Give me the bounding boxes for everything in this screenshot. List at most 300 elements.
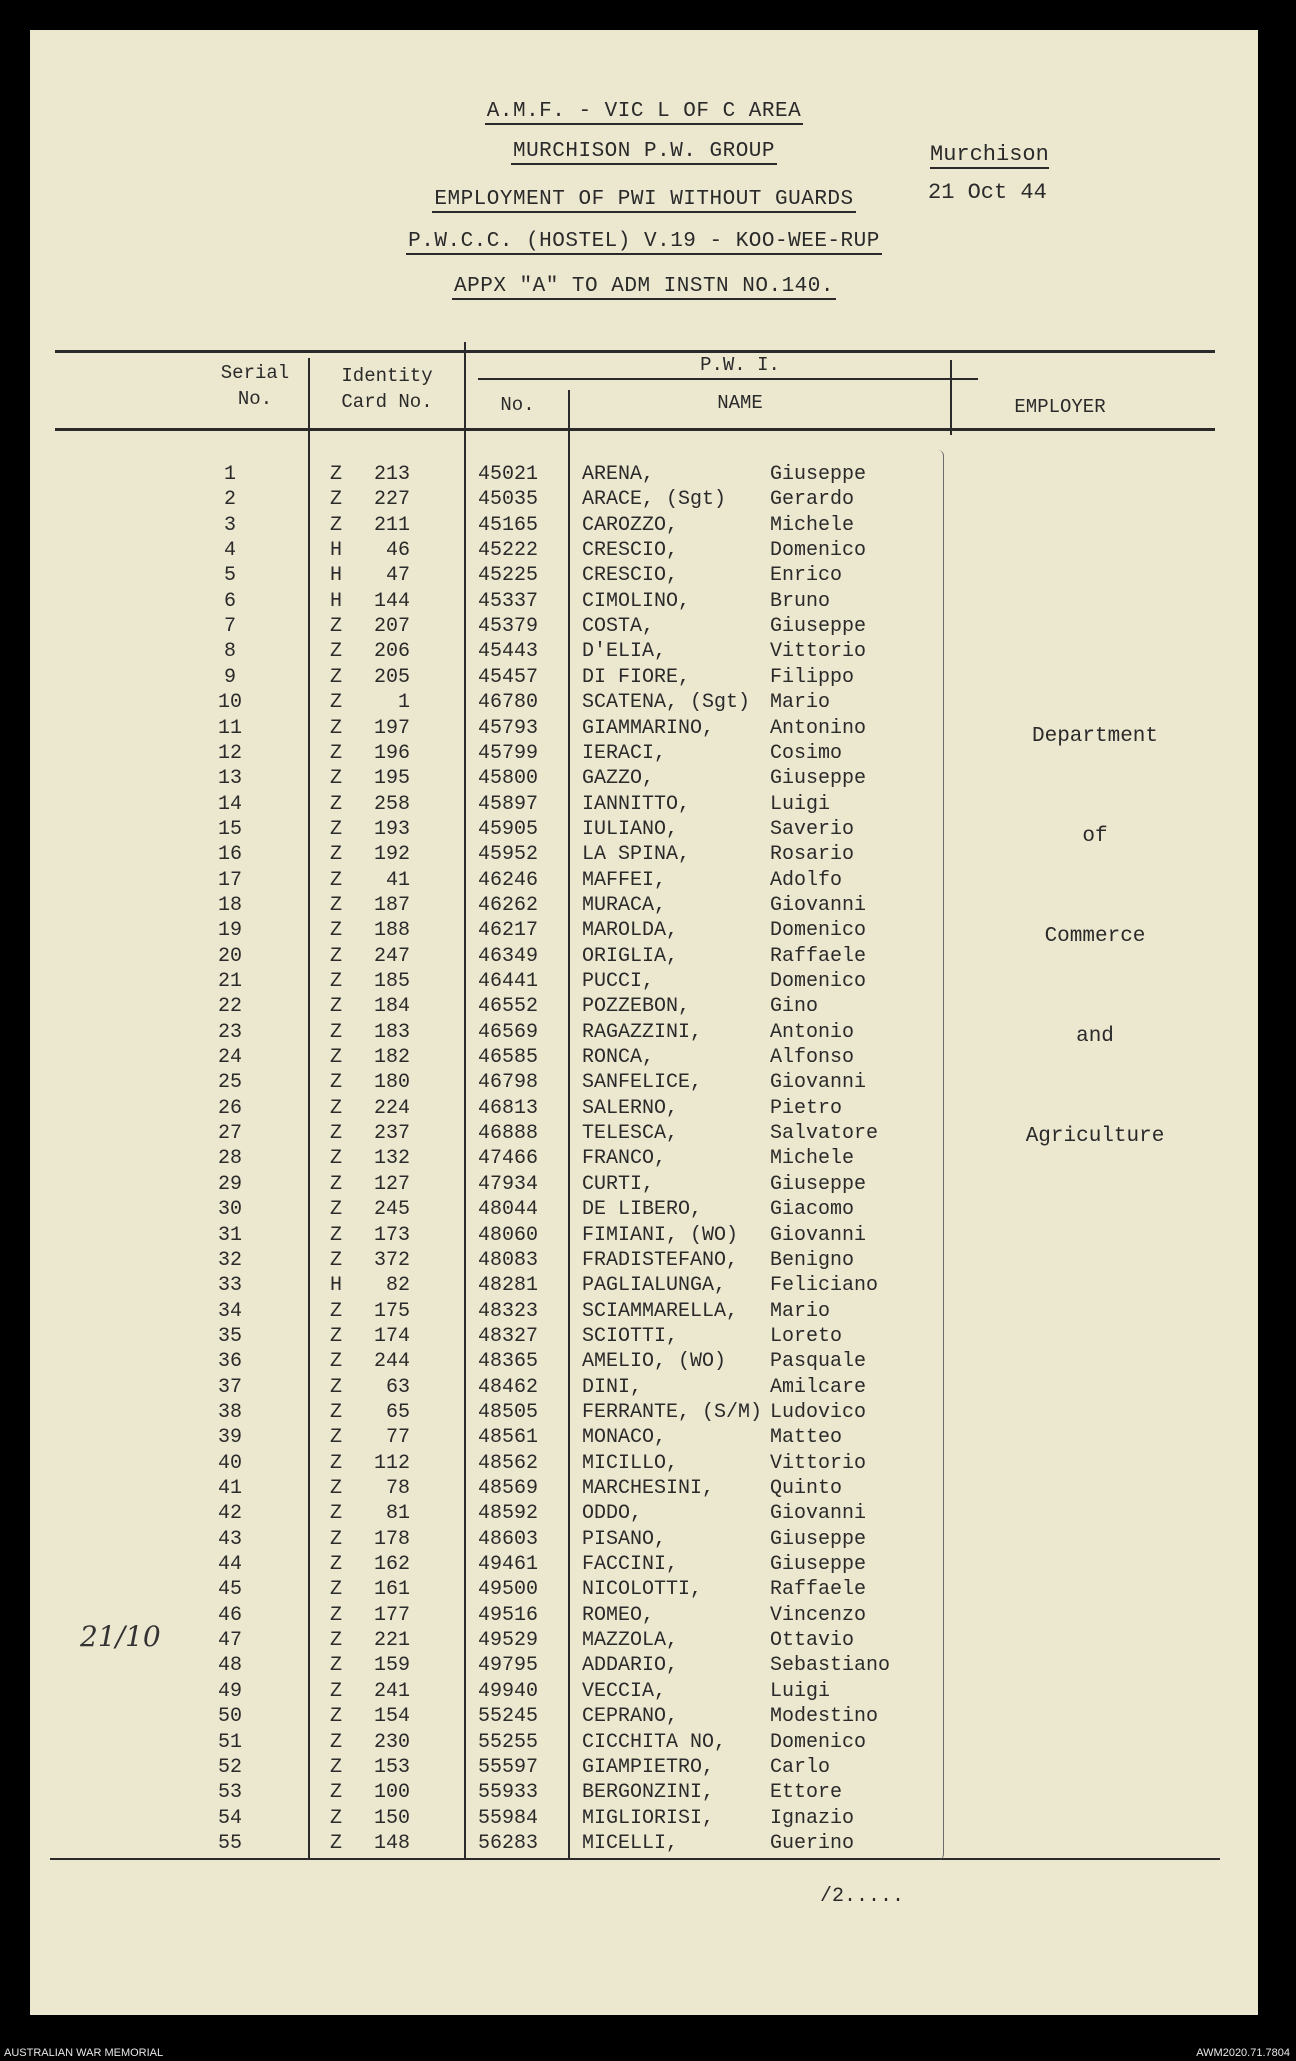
id-number: 372 bbox=[373, 1248, 410, 1272]
pwi-number: 55984 bbox=[478, 1806, 539, 1830]
table-row bbox=[30, 1577, 1258, 1602]
pwi-number: 48562 bbox=[478, 1451, 539, 1475]
header-rule bbox=[55, 428, 1215, 431]
id-number: 148 bbox=[373, 1831, 410, 1855]
pwi-number: 45225 bbox=[478, 564, 539, 588]
surname: ROMEO, bbox=[582, 1603, 655, 1627]
surname: TELESCA, bbox=[582, 1122, 679, 1146]
table-row bbox=[30, 1096, 1258, 1121]
serial-no: 24 bbox=[217, 1046, 242, 1070]
id-number: 173 bbox=[373, 1223, 410, 1247]
employer-line-2: of bbox=[1082, 825, 1108, 848]
employer-line-4: and bbox=[1076, 1025, 1114, 1048]
surname: PUCCI, bbox=[582, 970, 655, 993]
id-number: 196 bbox=[373, 741, 410, 765]
serial-no: 45 bbox=[217, 1578, 242, 1602]
serial-no: 2 bbox=[223, 488, 236, 512]
table-row bbox=[30, 792, 1258, 817]
serial-no: 49 bbox=[217, 1679, 242, 1703]
pwi-number: 46441 bbox=[478, 970, 539, 993]
surname: POZZEBON, bbox=[582, 995, 691, 1019]
first-name: Luigi bbox=[770, 792, 831, 816]
table-row bbox=[30, 1248, 1258, 1273]
serial-no: 38 bbox=[217, 1400, 242, 1424]
surname: DI FIORE, bbox=[582, 665, 691, 689]
serial-no: 7 bbox=[223, 615, 236, 639]
first-name: Cosimo bbox=[770, 741, 843, 765]
col-identity: Identity Card No. bbox=[341, 365, 433, 413]
id-prefix: Z bbox=[330, 1553, 343, 1577]
surname: AMELIO, (WO) bbox=[582, 1350, 727, 1374]
pwi-number: 46813 bbox=[478, 1096, 539, 1120]
first-name: Quinto bbox=[770, 1477, 843, 1500]
pwi-number: 49461 bbox=[478, 1553, 539, 1577]
surname: PAGLIALUNGA, bbox=[582, 1274, 727, 1298]
id-prefix: Z bbox=[330, 970, 343, 993]
surname: ARACE, (Sgt) bbox=[582, 488, 727, 512]
id-number: 185 bbox=[373, 970, 410, 993]
id-number: 41 bbox=[385, 868, 410, 892]
surname: SCIAMMARELLA, bbox=[582, 1299, 739, 1323]
pwi-number: 45021 bbox=[478, 463, 539, 486]
surname: GAZZO, bbox=[582, 767, 655, 791]
table-row bbox=[30, 1527, 1258, 1552]
id-prefix: Z bbox=[330, 513, 343, 537]
id-number: 177 bbox=[373, 1603, 410, 1627]
id-number: 182 bbox=[373, 1046, 410, 1070]
first-name: Loreto bbox=[770, 1324, 843, 1348]
id-number: 100 bbox=[373, 1781, 410, 1805]
serial-no: 9 bbox=[223, 665, 236, 689]
id-prefix: Z bbox=[330, 1122, 343, 1146]
col-no: No. bbox=[500, 394, 535, 416]
first-name: Matteo bbox=[770, 1426, 843, 1450]
id-prefix: Z bbox=[330, 893, 343, 917]
surname: CEPRANO, bbox=[582, 1705, 679, 1729]
id-number: 178 bbox=[373, 1527, 410, 1551]
employer-line-1: Department bbox=[1031, 725, 1159, 748]
surname: RONCA, bbox=[582, 1046, 655, 1070]
surname: DE LIBERO, bbox=[582, 1198, 703, 1222]
pwi-number: 48083 bbox=[478, 1248, 539, 1272]
pwi-number: 45035 bbox=[478, 488, 539, 512]
surname: MAROLDA, bbox=[582, 919, 679, 943]
id-prefix: Z bbox=[330, 741, 343, 765]
id-prefix: Z bbox=[330, 1451, 343, 1475]
id-prefix: Z bbox=[330, 1324, 343, 1348]
id-number: 112 bbox=[373, 1451, 410, 1475]
id-number: 237 bbox=[373, 1122, 410, 1146]
id-prefix: H bbox=[330, 564, 343, 588]
serial-no: 17 bbox=[217, 868, 242, 892]
pwi-number: 46888 bbox=[478, 1122, 539, 1146]
serial-no: 46 bbox=[217, 1603, 242, 1627]
serial-no: 6 bbox=[223, 589, 236, 613]
surname: RAGAZZINI, bbox=[582, 1020, 703, 1044]
id-number: 162 bbox=[373, 1553, 410, 1577]
table-row bbox=[30, 513, 1258, 538]
surname: BERGONZINI, bbox=[582, 1781, 715, 1805]
table-row bbox=[30, 462, 1258, 487]
id-prefix: Z bbox=[330, 1147, 343, 1171]
id-number: 1 bbox=[397, 691, 410, 715]
serial-no: 54 bbox=[217, 1806, 242, 1830]
id-number: 195 bbox=[373, 767, 410, 791]
serial-no: 36 bbox=[217, 1350, 242, 1374]
table-row bbox=[30, 994, 1258, 1019]
surname: GIAMMARINO, bbox=[582, 716, 715, 740]
first-name: Luigi bbox=[770, 1679, 831, 1703]
pwi-number: 46246 bbox=[478, 868, 539, 892]
id-prefix: Z bbox=[330, 615, 343, 639]
serial-no: 43 bbox=[217, 1527, 242, 1551]
first-name: Giuseppe bbox=[770, 1527, 867, 1551]
place: Murchison bbox=[930, 142, 1049, 167]
serial-no: 30 bbox=[217, 1198, 242, 1222]
id-number: 46 bbox=[385, 539, 410, 563]
serial-no: 11 bbox=[217, 716, 242, 740]
serial-no: 33 bbox=[217, 1274, 242, 1298]
serial-no: 52 bbox=[217, 1755, 242, 1779]
pwi-number: 48603 bbox=[478, 1527, 539, 1551]
id-prefix: Z bbox=[330, 1629, 343, 1653]
table-row bbox=[30, 1223, 1258, 1248]
id-number: 227 bbox=[373, 488, 410, 512]
first-name: Ludovico bbox=[770, 1400, 867, 1424]
pwi-number: 46217 bbox=[478, 919, 539, 943]
id-number: 187 bbox=[373, 893, 410, 917]
surname: NICOLOTTI, bbox=[582, 1578, 703, 1602]
id-prefix: Z bbox=[330, 1172, 343, 1196]
id-prefix: Z bbox=[330, 1375, 343, 1399]
id-prefix: Z bbox=[330, 1071, 343, 1095]
first-name: Raffaele bbox=[770, 1578, 867, 1602]
pwi-rule bbox=[478, 378, 978, 380]
surname: MONACO, bbox=[582, 1426, 667, 1450]
table-row bbox=[30, 1704, 1258, 1729]
pwi-number: 48462 bbox=[478, 1375, 539, 1399]
pwi-number: 49516 bbox=[478, 1603, 539, 1627]
col-serial: Serial No. bbox=[220, 362, 290, 410]
pwi-number: 45443 bbox=[478, 640, 539, 664]
header-line-5: APPX "A" TO ADM INSTN NO.140. bbox=[454, 275, 834, 298]
serial-no: 29 bbox=[217, 1172, 242, 1196]
id-number: 221 bbox=[373, 1629, 410, 1653]
id-number: 175 bbox=[373, 1299, 410, 1323]
id-prefix: Z bbox=[330, 995, 343, 1019]
table-row bbox=[30, 969, 1258, 994]
id-number: 188 bbox=[373, 919, 410, 943]
surname: COSTA, bbox=[582, 615, 655, 639]
id-prefix: H bbox=[330, 1274, 343, 1298]
table-row bbox=[30, 1603, 1258, 1628]
surname: PISANO, bbox=[582, 1527, 667, 1551]
pwi-number: 46552 bbox=[478, 995, 539, 1019]
table-row bbox=[30, 766, 1258, 791]
id-prefix: Z bbox=[330, 843, 343, 867]
table-row bbox=[30, 1628, 1258, 1653]
id-number: 144 bbox=[373, 589, 410, 613]
id-number: 241 bbox=[373, 1679, 410, 1703]
id-number: 184 bbox=[373, 995, 410, 1019]
first-name: Ettore bbox=[770, 1781, 843, 1805]
col-divider-employer bbox=[950, 360, 952, 435]
pwi-number: 46780 bbox=[478, 691, 539, 715]
table-row bbox=[30, 1552, 1258, 1577]
id-prefix: Z bbox=[330, 1679, 343, 1703]
first-name: Guerino bbox=[770, 1831, 855, 1855]
page-continuation: /2..... bbox=[820, 1885, 905, 1908]
id-prefix: Z bbox=[330, 919, 343, 943]
surname: CRESCIO, bbox=[582, 564, 679, 588]
pwi-number: 55597 bbox=[478, 1755, 539, 1779]
first-name: Giovanni bbox=[770, 893, 867, 917]
first-name: Filippo bbox=[770, 665, 855, 689]
serial-no: 26 bbox=[217, 1096, 242, 1120]
id-number: 206 bbox=[373, 640, 410, 664]
first-name: Alfonso bbox=[770, 1046, 855, 1070]
id-number: 258 bbox=[373, 792, 410, 816]
id-prefix: Z bbox=[330, 640, 343, 664]
surname: MURACA, bbox=[582, 893, 667, 917]
employer-brace bbox=[935, 450, 944, 1860]
serial-no: 18 bbox=[217, 893, 242, 917]
header-line-4: P.W.C.C. (HOSTEL) V.19 - KOO-WEE-RUP bbox=[408, 230, 880, 253]
table-row bbox=[30, 639, 1258, 664]
id-number: 81 bbox=[385, 1502, 410, 1526]
surname: MAZZOLA, bbox=[582, 1629, 679, 1653]
serial-no: 27 bbox=[217, 1122, 242, 1146]
first-name: Antonino bbox=[770, 716, 867, 740]
id-number: 77 bbox=[385, 1426, 410, 1450]
surname: CRESCIO, bbox=[582, 539, 679, 563]
table-row bbox=[30, 1730, 1258, 1755]
table-row bbox=[30, 1197, 1258, 1222]
serial-no: 41 bbox=[217, 1477, 242, 1500]
pwi-number: 45222 bbox=[478, 539, 539, 563]
serial-no: 15 bbox=[217, 817, 242, 841]
bottom-rule bbox=[50, 1858, 1220, 1860]
employer-line-3: Commerce bbox=[1044, 925, 1146, 948]
handwritten-initials: 21/10 bbox=[80, 1620, 161, 1653]
first-name: Giacomo bbox=[770, 1198, 855, 1222]
header-line-3: EMPLOYMENT OF PWI WITHOUT GUARDS bbox=[434, 188, 854, 211]
table-row bbox=[30, 1501, 1258, 1526]
pwi-number: 49795 bbox=[478, 1654, 539, 1678]
serial-no: 13 bbox=[217, 767, 242, 791]
pwi-number: 46349 bbox=[478, 944, 539, 968]
table-row bbox=[30, 1349, 1258, 1374]
table-row bbox=[30, 538, 1258, 563]
id-number: 207 bbox=[373, 615, 410, 639]
table-row bbox=[30, 1451, 1258, 1476]
id-prefix: Z bbox=[330, 767, 343, 791]
id-number: 65 bbox=[385, 1400, 410, 1424]
id-number: 193 bbox=[373, 817, 410, 841]
first-name: Gino bbox=[770, 995, 819, 1019]
surname: ADDARIO, bbox=[582, 1654, 679, 1678]
archive-label: AUSTRALIAN WAR MEMORIAL bbox=[4, 2047, 164, 2059]
id-prefix: Z bbox=[330, 1198, 343, 1222]
table-row bbox=[30, 1324, 1258, 1349]
first-name: Giuseppe bbox=[770, 767, 867, 791]
pwi-number: 46585 bbox=[478, 1046, 539, 1070]
serial-no: 23 bbox=[217, 1020, 242, 1044]
first-name: Raffaele bbox=[770, 944, 867, 968]
pwi-number: 47466 bbox=[478, 1147, 539, 1171]
col-name: NAME bbox=[717, 392, 763, 414]
id-prefix: Z bbox=[330, 1248, 343, 1272]
serial-no: 53 bbox=[217, 1781, 242, 1805]
id-prefix: H bbox=[330, 539, 343, 563]
first-name: Benigno bbox=[770, 1248, 855, 1272]
pwi-number: 45379 bbox=[478, 615, 539, 639]
id-number: 180 bbox=[373, 1071, 410, 1095]
id-prefix: Z bbox=[330, 1400, 343, 1424]
col-pwi: P.W. I. bbox=[700, 354, 780, 376]
serial-no: 16 bbox=[217, 843, 242, 867]
archive-id: AWM2020.71.7804 bbox=[1196, 2047, 1290, 2059]
surname: MICELLI, bbox=[582, 1831, 679, 1855]
pwi-number: 47934 bbox=[478, 1172, 539, 1196]
first-name: Rosario bbox=[770, 843, 855, 867]
table-row bbox=[30, 1146, 1258, 1171]
id-number: 63 bbox=[385, 1375, 410, 1399]
id-number: 174 bbox=[373, 1324, 410, 1348]
employer-line-5: Agriculture bbox=[1025, 1125, 1165, 1148]
serial-no: 34 bbox=[217, 1299, 242, 1323]
table-row bbox=[30, 1755, 1258, 1780]
id-prefix: Z bbox=[330, 1477, 343, 1500]
id-prefix: Z bbox=[330, 1502, 343, 1526]
serial-no: 3 bbox=[223, 513, 236, 537]
serial-no: 50 bbox=[217, 1705, 242, 1729]
col-employer: EMPLOYER bbox=[1014, 396, 1106, 418]
first-name: Michele bbox=[770, 1147, 855, 1171]
first-name: Domenico bbox=[770, 970, 867, 993]
id-prefix: Z bbox=[330, 1806, 343, 1830]
first-name: Gerardo bbox=[770, 488, 855, 512]
first-name: Carlo bbox=[770, 1755, 831, 1779]
id-number: 245 bbox=[373, 1198, 410, 1222]
id-prefix: Z bbox=[330, 1654, 343, 1678]
first-name: Michele bbox=[770, 513, 855, 537]
table-row bbox=[30, 1653, 1258, 1678]
surname: CAROZZO, bbox=[582, 513, 679, 537]
surname: MAFFEI, bbox=[582, 868, 667, 892]
serial-no: 5 bbox=[223, 564, 236, 588]
id-prefix: Z bbox=[330, 1730, 343, 1754]
serial-no: 31 bbox=[217, 1223, 242, 1247]
surname: CIMOLINO, bbox=[582, 589, 691, 613]
first-name: Giuseppe bbox=[770, 1553, 867, 1577]
id-prefix: Z bbox=[330, 1299, 343, 1323]
first-name: Feliciano bbox=[770, 1274, 879, 1298]
id-number: 150 bbox=[373, 1806, 410, 1830]
pwi-number: 55245 bbox=[478, 1705, 539, 1729]
id-prefix: H bbox=[330, 589, 343, 613]
surname: DINI, bbox=[582, 1375, 643, 1399]
first-name: Vittorio bbox=[770, 1451, 867, 1475]
table-row bbox=[30, 1425, 1258, 1450]
id-number: 197 bbox=[373, 716, 410, 740]
pwi-number: 46262 bbox=[478, 893, 539, 917]
pwi-number: 55255 bbox=[478, 1730, 539, 1754]
serial-no: 40 bbox=[217, 1451, 242, 1475]
id-prefix: Z bbox=[330, 1527, 343, 1551]
pwi-number: 46569 bbox=[478, 1020, 539, 1044]
id-number: 192 bbox=[373, 843, 410, 867]
serial-no: 55 bbox=[217, 1831, 242, 1855]
id-prefix: Z bbox=[330, 1603, 343, 1627]
table-row bbox=[30, 1273, 1258, 1298]
pwi-number: 45165 bbox=[478, 513, 539, 537]
serial-no: 47 bbox=[217, 1629, 242, 1653]
pwi-number: 45793 bbox=[478, 716, 539, 740]
first-name: Mario bbox=[770, 691, 831, 715]
first-name: Ottavio bbox=[770, 1629, 855, 1653]
document-page bbox=[30, 30, 1258, 2015]
serial-no: 48 bbox=[217, 1654, 242, 1678]
surname: IULIANO, bbox=[582, 817, 679, 841]
first-name: Giovanni bbox=[770, 1502, 867, 1526]
id-number: 230 bbox=[373, 1730, 410, 1754]
id-number: 247 bbox=[373, 944, 410, 968]
pwi-number: 45799 bbox=[478, 741, 539, 765]
first-name: Giuseppe bbox=[770, 1172, 867, 1196]
surname: MIGLIORISI, bbox=[582, 1806, 715, 1830]
table-row bbox=[30, 589, 1258, 614]
id-prefix: Z bbox=[330, 1223, 343, 1247]
id-prefix: Z bbox=[330, 1755, 343, 1779]
serial-no: 22 bbox=[217, 995, 242, 1019]
first-name: Vincenzo bbox=[770, 1603, 867, 1627]
pwi-number: 46798 bbox=[478, 1071, 539, 1095]
table-row bbox=[30, 1806, 1258, 1831]
first-name: Domenico bbox=[770, 919, 867, 943]
surname: LA SPINA, bbox=[582, 843, 691, 867]
pwi-number: 55933 bbox=[478, 1781, 539, 1805]
surname: SCATENA, (Sgt) bbox=[582, 691, 751, 715]
table-row bbox=[30, 1400, 1258, 1425]
surname: MARCHESINI, bbox=[582, 1477, 715, 1500]
pwi-number: 48044 bbox=[478, 1198, 539, 1222]
pwi-number: 49500 bbox=[478, 1578, 539, 1602]
first-name: Giovanni bbox=[770, 1223, 867, 1247]
id-prefix: Z bbox=[330, 1781, 343, 1805]
serial-no: 44 bbox=[217, 1553, 242, 1577]
serial-no: 51 bbox=[217, 1730, 242, 1754]
id-prefix: Z bbox=[330, 1578, 343, 1602]
id-prefix: Z bbox=[330, 488, 343, 512]
surname: D'ELIA, bbox=[582, 640, 667, 664]
id-prefix: Z bbox=[330, 944, 343, 968]
serial-no: 1 bbox=[223, 463, 236, 486]
table-row bbox=[30, 1172, 1258, 1197]
surname: ODDO, bbox=[582, 1502, 643, 1526]
serial-no: 21 bbox=[217, 970, 242, 993]
id-prefix: Z bbox=[330, 1350, 343, 1374]
id-prefix: Z bbox=[330, 817, 343, 841]
table-row bbox=[30, 1070, 1258, 1095]
pwi-number: 48281 bbox=[478, 1274, 539, 1298]
serial-no: 20 bbox=[217, 944, 242, 968]
table-row bbox=[30, 893, 1258, 918]
pwi-number: 49940 bbox=[478, 1679, 539, 1703]
id-prefix: Z bbox=[330, 1831, 343, 1855]
surname: FRADISTEFANO, bbox=[582, 1248, 739, 1272]
id-number: 153 bbox=[373, 1755, 410, 1779]
